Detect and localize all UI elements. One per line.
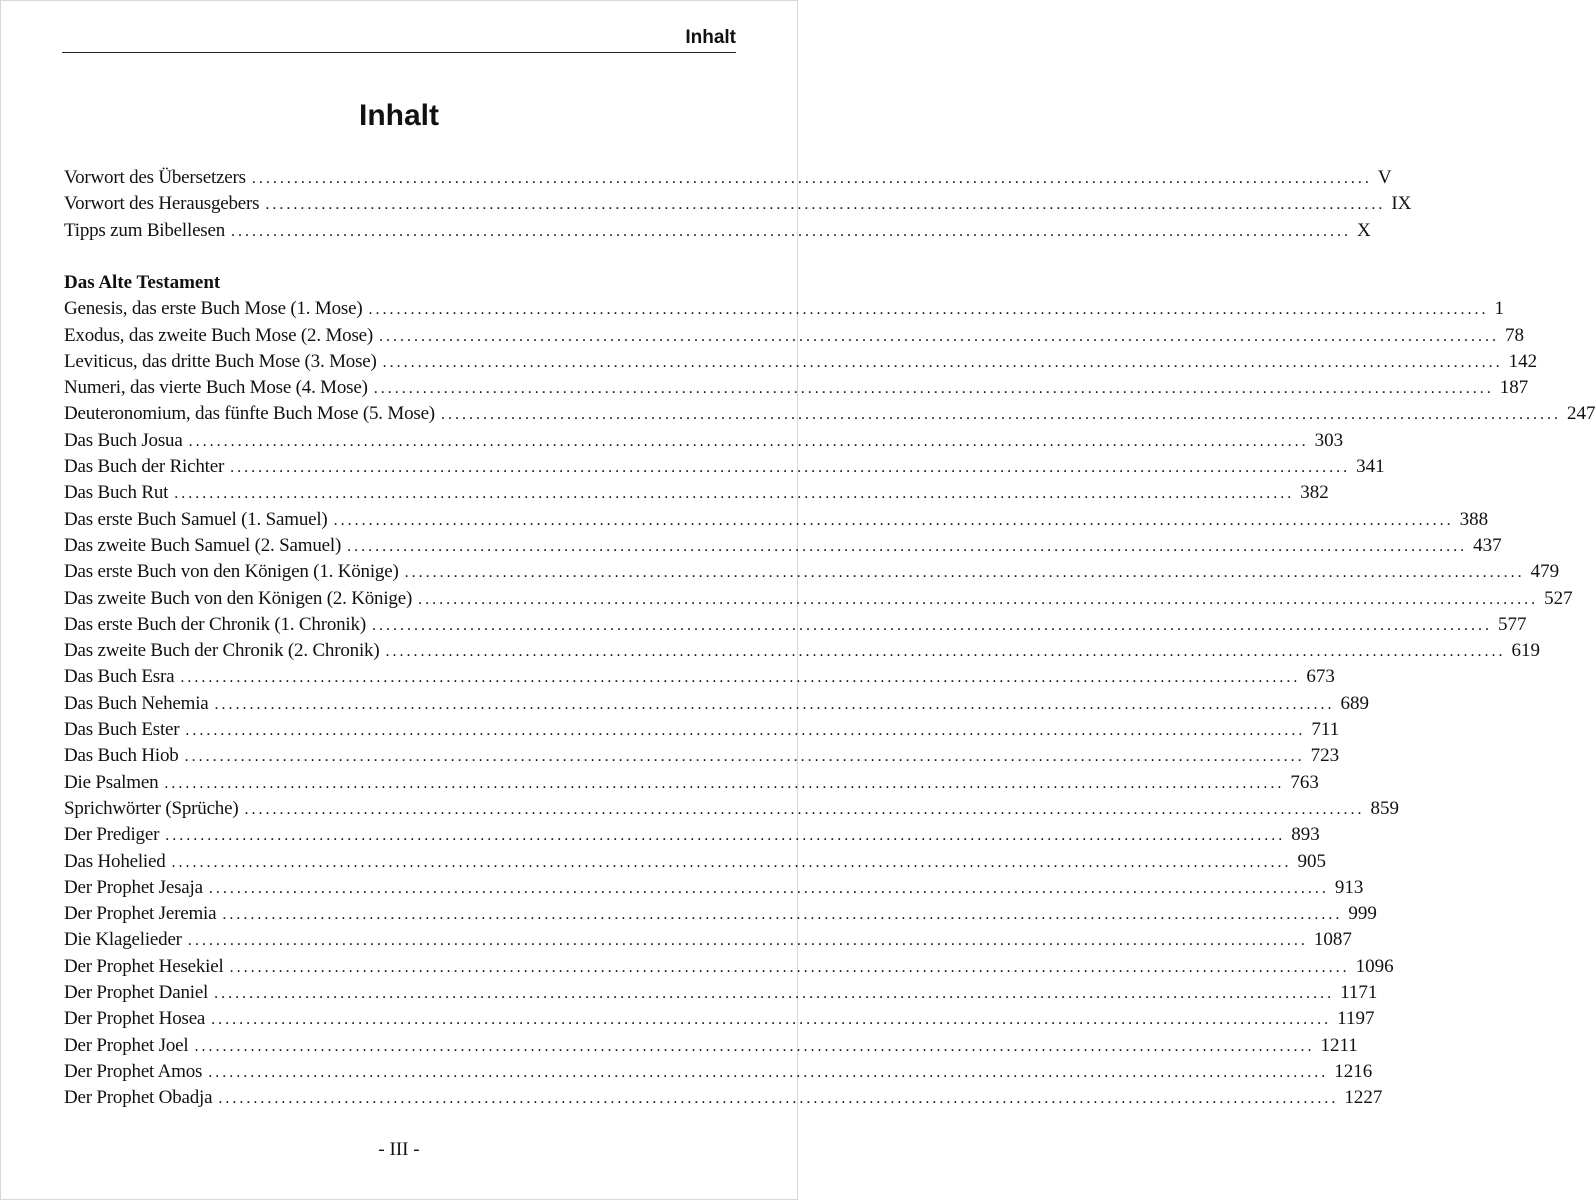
toc-entry-page: 142 <box>1508 350 1538 372</box>
toc-entry-title: Vorwort des Übersetzers <box>64 167 246 188</box>
dot-leader: ................................................................................................................................................................ <box>440 406 1561 424</box>
toc-entry-title: Leviticus, das dritte Buch Mose (3. Mose) <box>64 350 377 372</box>
dot-leader: ................................................................................................................................................................ <box>180 669 1301 687</box>
toc-entry <box>64 533 1502 559</box>
dot-leader: ................................................................................................................................................................ <box>244 800 1365 818</box>
toc-entry <box>64 1059 1373 1085</box>
running-head-title: Inhalt <box>685 27 736 48</box>
toc-entry-title: Der Prophet Amos <box>64 1060 203 1082</box>
toc-entry <box>64 1085 1383 1111</box>
toc-entry-page: 388 <box>1459 508 1489 530</box>
old-testament-entries <box>64 296 1595 1111</box>
dot-leader: ................................................................................................................................................................ <box>418 590 1539 608</box>
toc-entry-page: 723 <box>1310 745 1340 767</box>
toc-entry-title: Der Prophet Jesaja <box>64 876 203 898</box>
toc-entry-title: Das zweite Buch Samuel (2. Samuel) <box>64 534 342 556</box>
toc-entry-title: Der Prediger <box>64 824 160 846</box>
running-head <box>62 26 736 53</box>
old-testament-section <box>64 270 1595 1112</box>
toc-entry <box>64 507 1489 533</box>
dot-leader: ................................................................................................................................................................ <box>230 459 1351 477</box>
page-number: - III - <box>378 1139 420 1160</box>
toc-entry-page: 763 <box>1290 771 1319 793</box>
toc-entry <box>64 822 1320 848</box>
toc-entry-page: 893 <box>1291 824 1320 846</box>
dot-leader: ................................................................................................................................................................ <box>347 537 1468 555</box>
toc-entry-title: Numeri, das vierte Buch Mose (4. Mose) <box>64 377 368 399</box>
dot-leader: ................................................................................................................................................................ <box>229 958 1350 976</box>
toc-entry-page: 1197 <box>1337 1008 1375 1030</box>
dot-leader: ................................................................................................................................................................ <box>368 301 1489 319</box>
dot-leader: ................................................................................................................................................................ <box>187 932 1308 950</box>
toc-entry-title: Vorwort des Herausgebers <box>64 193 260 215</box>
toc-entry <box>64 454 1385 480</box>
dot-leader: ................................................................................................................................................................ <box>333 511 1454 529</box>
toc-entry-title: Das Buch Rut <box>64 482 169 504</box>
toc-entry-page: 303 <box>1314 429 1344 451</box>
toc-entry <box>64 1006 1375 1032</box>
dot-leader: ................................................................................................................................................................ <box>214 985 1335 1003</box>
dot-leader: ................................................................................................................................................................ <box>164 774 1285 792</box>
toc-entry <box>64 559 1560 585</box>
toc-entry <box>64 1033 1358 1059</box>
toc-entry-page: IX <box>1391 193 1412 215</box>
toc-entry-page: 905 <box>1297 850 1327 872</box>
toc-entry <box>64 323 1525 349</box>
page-title: Inhalt <box>359 99 439 132</box>
toc-entry-page: 187 <box>1499 377 1529 399</box>
dot-leader: ................................................................................................................................................................ <box>251 170 1372 187</box>
toc-entry <box>64 849 1327 875</box>
toc-entry-title: Der Prophet Hesekiel <box>64 955 224 977</box>
toc-entry <box>64 480 1329 506</box>
toc-entry-page: 1 <box>1494 298 1504 320</box>
toc-entry-title: Das zweite Buch von den Königen (2. Könige) <box>64 587 413 609</box>
toc-entry-title: Das Buch der Richter <box>64 456 225 478</box>
toc-entry-title: Der Prophet Daniel <box>64 982 209 1004</box>
toc-entry <box>64 901 1377 927</box>
toc-entry <box>64 638 1540 664</box>
toc-entry-title: Tipps zum Bibellesen <box>64 219 226 241</box>
toc-entry-title: Deuteronomium, das fünfte Buch Mose (5. Mose) <box>64 403 435 425</box>
toc-entry <box>64 612 1527 638</box>
toc-entry <box>64 401 1595 427</box>
dot-leader: ................................................................................................................................................................ <box>194 1037 1315 1055</box>
dot-leader: ................................................................................................................................................................ <box>214 695 1335 713</box>
toc-entry-title: Das Buch Nehemia <box>64 692 209 714</box>
toc-entry-title: Das Hohelied <box>64 850 166 872</box>
toc-entry-title: Genesis, das erste Buch Mose (1. Mose) <box>64 298 363 320</box>
toc-entry <box>64 796 1399 822</box>
toc-entry <box>64 954 1394 980</box>
dot-leader: ................................................................................................................................................................ <box>218 1090 1339 1108</box>
toc-entry-title: Das erste Buch von den Königen (1. Könige) <box>64 561 399 583</box>
toc-entry-title: Die Klagelieder <box>64 929 182 951</box>
toc-entry <box>64 664 1335 690</box>
dot-leader: ................................................................................................................................................................ <box>171 853 1292 871</box>
toc-entry <box>64 980 1378 1006</box>
toc-entry-title: Exodus, das zweite Buch Mose (2. Mose) <box>64 324 374 346</box>
toc-entry-page: 999 <box>1348 903 1377 925</box>
toc-entry <box>64 586 1573 612</box>
toc-entry <box>64 691 1370 717</box>
toc-entry-title: Das Buch Esra <box>64 666 175 688</box>
dot-leader: ................................................................................................................................................................ <box>185 722 1306 740</box>
toc-entry-page: 1096 <box>1355 955 1394 977</box>
toc-entry-page: 527 <box>1544 587 1573 609</box>
toc-entry-page: 913 <box>1334 876 1364 898</box>
toc-entry-page: 1087 <box>1313 929 1352 951</box>
toc-entry <box>64 218 1371 244</box>
toc-entry-page: V <box>1377 167 1392 188</box>
dot-leader: ................................................................................................................................................................ <box>208 1063 1329 1081</box>
dot-leader: ................................................................................................................................................................ <box>211 1011 1332 1029</box>
toc-entry-page: 1171 <box>1340 982 1378 1004</box>
toc-entry-title: Der Prophet Jeremia <box>64 903 217 925</box>
toc-entry-page: 479 <box>1530 561 1560 583</box>
dot-leader: ................................................................................................................................................................ <box>222 906 1343 924</box>
toc-entry <box>64 375 1529 401</box>
dot-leader: ................................................................................................................................................................ <box>165 827 1286 845</box>
toc-entry-page: 673 <box>1306 666 1335 688</box>
front-matter-list <box>64 165 1412 244</box>
toc-entry-page: 711 <box>1311 719 1340 741</box>
toc-entry-page: 1211 <box>1320 1034 1358 1056</box>
dot-leader: ................................................................................................................................................................ <box>265 196 1386 214</box>
toc-entry-page: 1227 <box>1344 1087 1383 1109</box>
toc-entry-title: Das zweite Buch der Chronik (2. Chronik) <box>64 640 380 662</box>
toc-entry-title: Das Buch Ester <box>64 719 180 741</box>
dot-leader: ................................................................................................................................................................ <box>174 485 1295 503</box>
toc-entry-page: 437 <box>1473 534 1502 556</box>
toc-entry <box>64 717 1340 743</box>
toc-entry-page: 689 <box>1340 692 1370 714</box>
toc-entry-title: Sprichwörter (Sprüche) <box>64 797 239 819</box>
toc-entry-page: 1216 <box>1334 1060 1373 1082</box>
toc-entry-title: Das Buch Hiob <box>64 745 179 767</box>
toc-entry-page: X <box>1357 219 1371 241</box>
toc-entry-title: Das Buch Josua <box>64 429 183 451</box>
dot-leader: ................................................................................................................................................................ <box>371 616 1492 634</box>
dot-leader: ................................................................................................................................................................ <box>188 432 1309 450</box>
dot-leader: ................................................................................................................................................................ <box>404 564 1525 582</box>
toc-entry <box>64 191 1412 217</box>
toc-entry <box>64 875 1364 901</box>
toc-entry <box>64 927 1352 953</box>
toc-entry-title: Das erste Buch der Chronik (1. Chronik) <box>64 613 366 635</box>
dot-leader: ................................................................................................................................................................ <box>379 327 1500 345</box>
dot-leader: ................................................................................................................................................................ <box>231 222 1352 240</box>
dot-leader: ................................................................................................................................................................ <box>208 879 1329 897</box>
toc-entry <box>64 428 1344 454</box>
toc-entry <box>64 296 1504 322</box>
toc-entry-title: Der Prophet Hosea <box>64 1008 206 1030</box>
section-heading: Das Alte Testament <box>64 272 221 293</box>
toc-entry-title: Der Prophet Joel <box>64 1034 189 1056</box>
dot-leader: ................................................................................................................................................................ <box>385 643 1506 661</box>
toc-entry-title: Die Psalmen <box>64 771 159 793</box>
dot-leader: ................................................................................................................................................................ <box>184 748 1305 766</box>
dot-leader: ................................................................................................................................................................ <box>373 380 1494 398</box>
toc-entry-page: 619 <box>1511 640 1540 662</box>
toc-entry-page: 247 <box>1566 403 1595 425</box>
toc-entry <box>64 165 1392 191</box>
toc-entry <box>64 349 1538 375</box>
toc-entry-page: 577 <box>1497 613 1527 635</box>
toc-entry-title: Der Prophet Obadja <box>64 1087 213 1109</box>
toc-entry-title: Das erste Buch Samuel (1. Samuel) <box>64 508 328 530</box>
toc-entry <box>64 743 1340 769</box>
toc-entry-page: 382 <box>1300 482 1329 504</box>
toc-entry-page: 859 <box>1370 797 1399 819</box>
toc-entry <box>64 770 1319 796</box>
toc-entry-page: 341 <box>1356 456 1385 478</box>
toc-entry-page: 78 <box>1505 324 1525 346</box>
dot-leader: ................................................................................................................................................................ <box>382 353 1503 371</box>
